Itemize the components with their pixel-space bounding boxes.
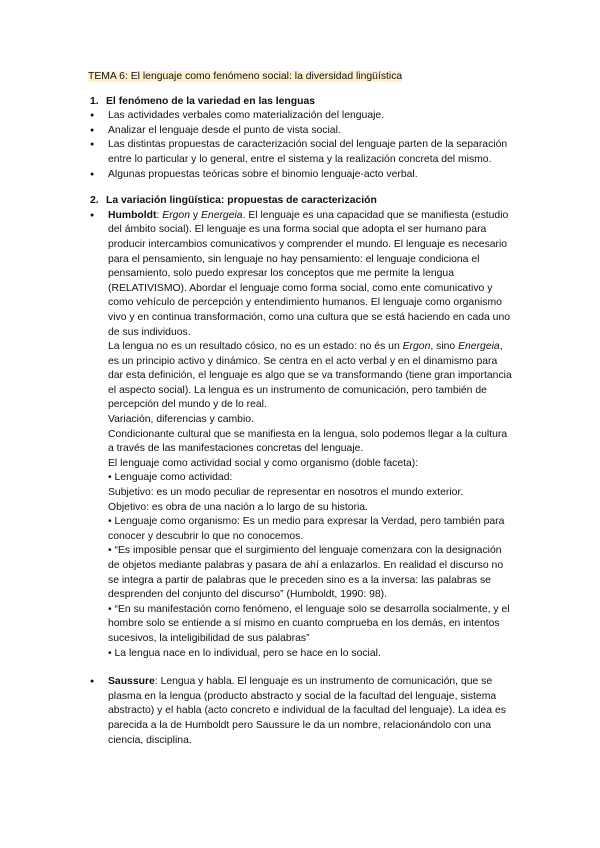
humboldt-line: • Lenguaje como actividad: <box>108 472 233 484</box>
list-item: ● Analizar el lenguaje desde el punto de vista social. <box>88 124 512 139</box>
humboldt-line: Condicionante cultural que se manifiesta en la lengua, solo podemos llegar a la cultura a través de las manifestaciones concretas del lenguaje. <box>108 428 508 455</box>
document-title: TEMA 6: El lenguaje como fenómeno social: la diversidad lingüística <box>88 71 403 82</box>
list-item: ● Las distintas propuestas de caracterización social del lenguaje parten de la separación entre lo particular y lo general, entre el sistema y la realización concreta del mismo. <box>88 138 512 167</box>
list-item: ● Las actividades verbales como materialización del lenguaje. <box>88 109 512 124</box>
section-2-list <box>88 209 512 661</box>
humboldt-line: Variación, diferencias y cambio. <box>108 414 254 426</box>
humboldt-quote: • “Es imposible pensar que el surgimiento del lenguaje comenzara con la designación de objetos mediante palabras y pasara de ahí a enlazarlos. En realidad el discurso no se integra a partir de palabras que le preceden sino es a la inversa: las palabras se desprenden del conjunto del discurso” (Humboldt, 1990: 98). <box>108 545 504 601</box>
humboldt-quote: • “En su manifestación como fenómeno, el lenguaje solo se desarrolla socialmente, y el hombre solo se entiende a sí mismo en cuanto comprueba en los demás, en intentos sucesivos, la inteligibilidad de sus palabras” <box>108 603 510 644</box>
saussure-item: ● Saussure: Lengua y habla. El lenguaje es un instrumento de comunicación, que se plasma en la lengua (producto abstracto y social de la facultad del lenguaje, sistema abstracto) y el habla (acto concreto e individual de la facultad del lenguaje). La idea es parecida a la de Humboldt pero Saussure le da un nombre, relacionándolo con una ciencia, disciplina. <box>88 675 512 748</box>
humboldt-paragraph: La lengua no es un resultado cósico, no es un estado: no és un Ergon, sino Energeia, es un principio activo y dinámico. Se centra en el acto verbal y en el dinamismo para dar esta definición, el lenguaje es algo que se va transformando (tiene gran importancia el aspecto social). La lengua es un instrumento de comunicación, pero también de percepción del mundo y de lo real. <box>108 341 512 411</box>
list-item: ● Algunas propuestas teóricas sobre el binomio lenguaje-acto verbal. <box>88 168 512 183</box>
humboldt-line: Subjetivo: es un modo peculiar de representar en nosotros el mundo exterior. <box>108 487 464 499</box>
section-1-list <box>88 109 512 182</box>
section-1-heading: 1. El fenómeno de la variedad en las lenguas <box>90 95 316 107</box>
humboldt-line: • La lengua nace en lo individual, pero se hace en lo social. <box>108 647 381 659</box>
humboldt-intro: ● Humboldt: Ergon y Energeia. El lenguaje es una capacidad que se manifiesta (estudio del ámbito social). El lenguaje es una forma social que adopta el ser humano para producir intercambios comunicativos y comprender el mundo. El lenguaje es necesario para el pensamiento, sin lenguaje no hay pensamiento: el lenguaje condiciona el pensamiento, solo puedo expresar los conceptos que me permite la lengua (RELATIVISMO). Abordar el lenguaje como forma social, como ente comunicativo y como vehículo de percepción y entendimiento humanos. El lenguaje como organismo vivo y en continua transformación, como una cultura que se está haciendo en cada uno de sus individuos. <box>108 209 511 338</box>
section-2-heading: 2. La variación lingüística: propuestas de caracterización <box>90 195 377 207</box>
document-page <box>88 70 512 748</box>
humboldt-line: Objetivo: es obra de una nación a lo largo de su historia. <box>108 501 368 513</box>
humboldt-line: • Lenguaje como organismo: Es un medio para expresar la Verdad, pero también para conocer y descubrir lo que no conocemos. <box>108 516 505 542</box>
humboldt-line: El lenguaje como actividad social y como organismo (doble faceta): <box>108 457 419 469</box>
humboldt-item <box>88 209 512 661</box>
section-2-list-cont <box>88 675 512 748</box>
